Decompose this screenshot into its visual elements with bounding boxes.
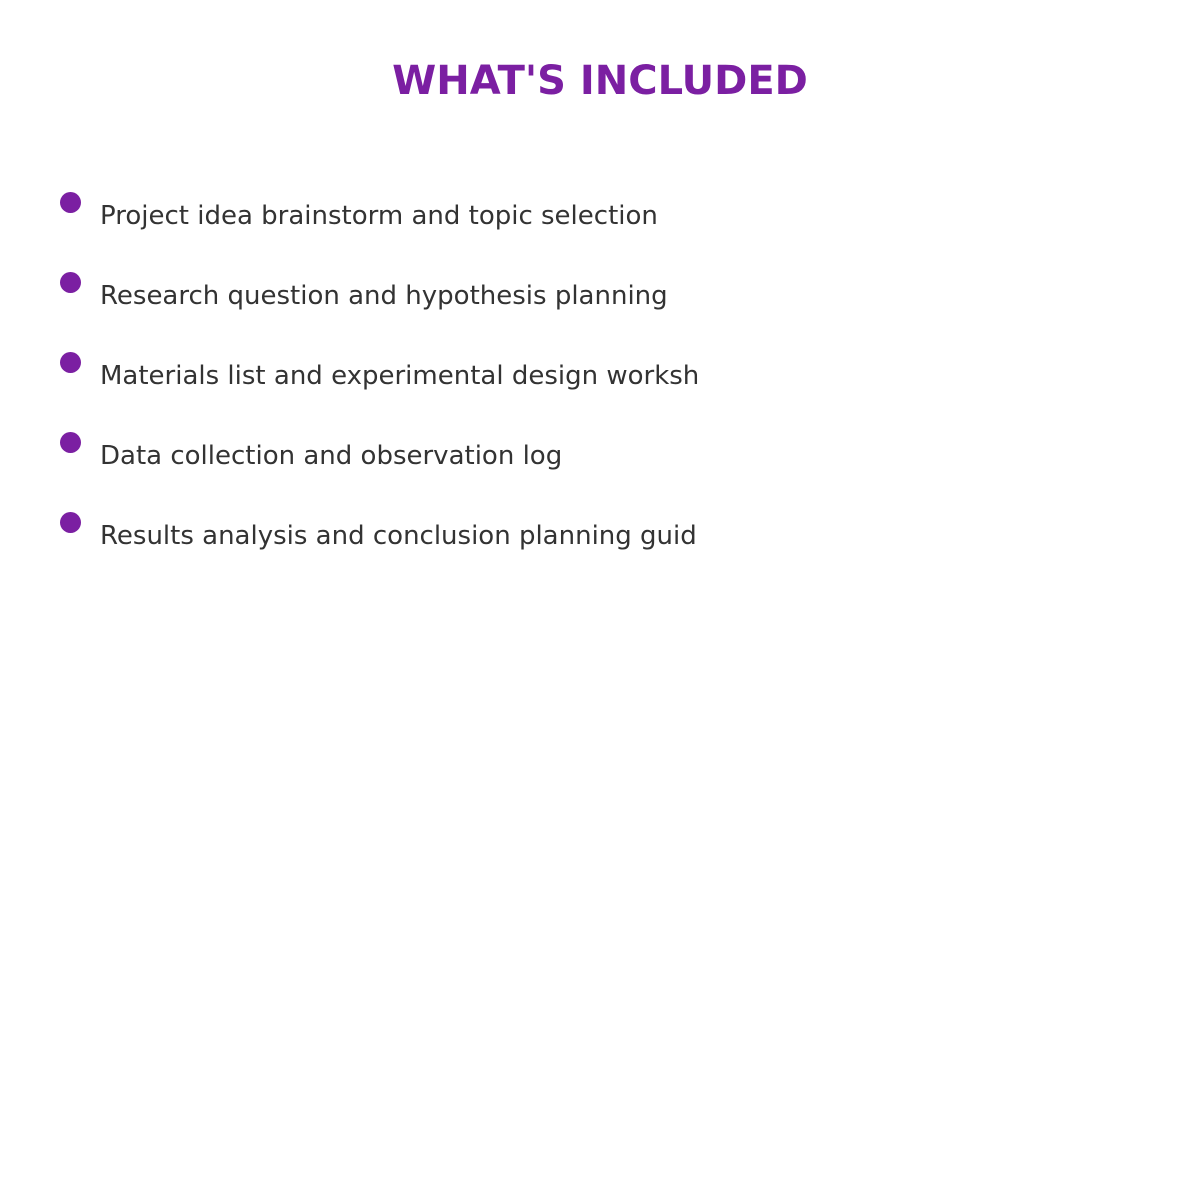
list-item-text: Results analysis and conclusion planning guid (100, 521, 697, 551)
list-item (0, 510, 1200, 590)
bullet-icon (60, 352, 81, 373)
page-title: WHAT'S INCLUDED (392, 58, 808, 104)
list-item-text: Materials list and experimental design worksh (100, 361, 700, 391)
list-item (0, 430, 1200, 510)
list-item (0, 350, 1200, 430)
bullet-icon (60, 192, 81, 213)
bullet-icon (60, 272, 81, 293)
bullet-icon (60, 512, 81, 533)
list-item (0, 190, 1200, 270)
list-item (0, 270, 1200, 350)
list-item-text: Project idea brainstorm and topic selection (100, 201, 658, 231)
included-list (0, 190, 1200, 590)
list-item-text: Research question and hypothesis planning (100, 281, 668, 311)
bullet-icon (60, 432, 81, 453)
list-item-text: Data collection and observation log (100, 441, 563, 471)
